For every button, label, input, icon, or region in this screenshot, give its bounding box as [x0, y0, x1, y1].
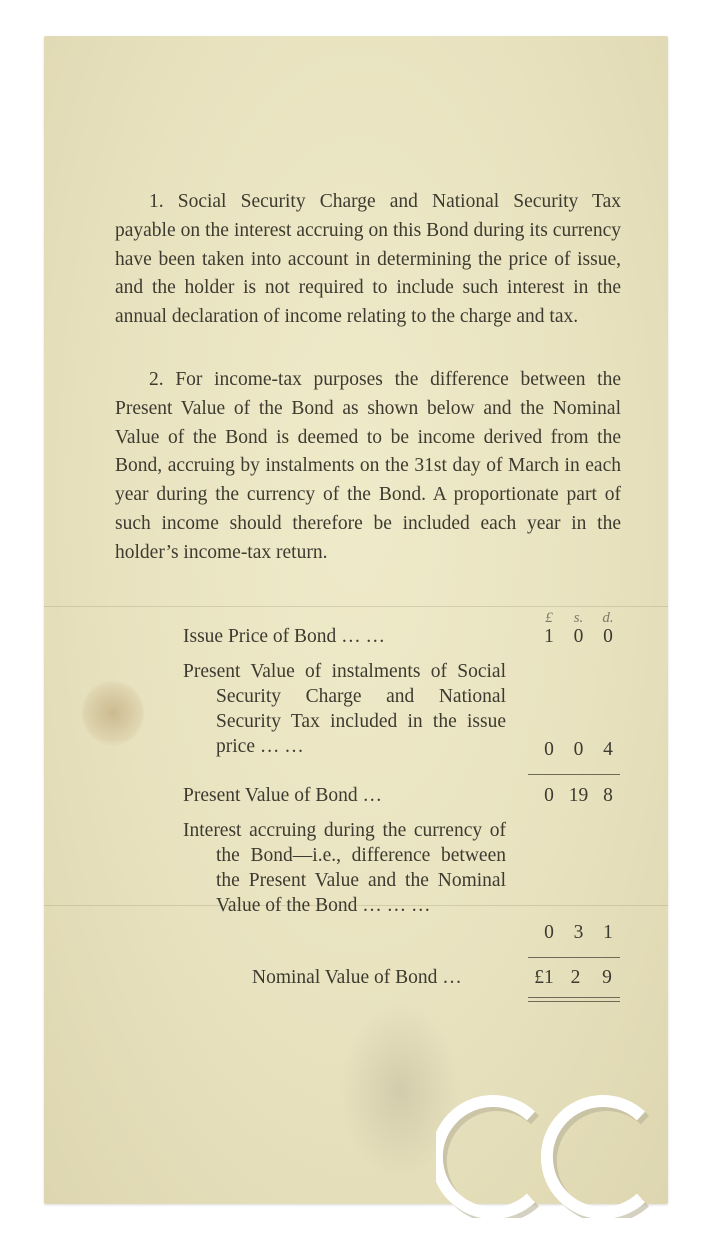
value-pence: 0	[603, 626, 613, 647]
value-shillings: 3	[573, 922, 584, 943]
header-shillings: s.	[573, 610, 584, 626]
double-rule-bottom	[528, 1001, 620, 1002]
row-values	[536, 624, 621, 649]
value-pounds: 0	[544, 922, 554, 943]
total-shillings: 2	[570, 967, 581, 988]
row-label: Present Value of Bond …	[183, 785, 382, 806]
value-shillings: 19	[568, 785, 589, 806]
row-values	[536, 783, 621, 808]
paper-stain	[82, 680, 144, 746]
header-pence: d.	[602, 610, 614, 626]
row-label: Interest accruing during the currency of the Bond—i.e., difference between the Present Value and the Nominal Value of the Bond … … …	[183, 820, 506, 916]
value-pence: 4	[603, 739, 613, 760]
sum-rule	[528, 774, 620, 775]
value-shillings: 0	[573, 626, 584, 647]
value-pence: 1	[603, 922, 613, 943]
value-pounds: 0	[544, 739, 554, 760]
value-pounds: 1	[544, 626, 554, 647]
row-label: Present Value of instalments of Social Security Charge and National Security Tax included in the issue price … …	[183, 661, 506, 757]
value-shillings: 0	[573, 739, 584, 760]
fold-line	[44, 606, 668, 607]
sum-rule	[528, 957, 620, 958]
double-rule-top	[528, 997, 620, 998]
value-pounds: 0	[544, 785, 554, 806]
row-values	[536, 920, 621, 945]
paragraph-1: 1. Social Security Charge and National Security Tax payable on the interest accruing on this Bond during its currency have been taken into account in determining the price of issue, and the holder is not required to include such interest in the annual declaration of income relating to the charge and tax.	[115, 191, 621, 328]
total-pounds: £1	[534, 967, 554, 988]
total-label: Nominal Value of Bond …	[252, 967, 462, 988]
row-values	[536, 737, 621, 762]
value-pence: 8	[603, 785, 613, 806]
total-pence: 9	[602, 967, 612, 988]
total-values	[530, 967, 621, 989]
cc-watermark-icon	[436, 1078, 666, 1218]
header-pounds: £	[545, 610, 553, 626]
row-label: Issue Price of Bond … …	[183, 626, 386, 647]
paragraph-2: 2. For income-tax purposes the difference between the Present Value of the Bond as shown below and the Nominal Value of the Bond is deemed to be income derived from the Bond, accruing by instalments on the 31st day of March in each year during the currency of the Bond. A proportionate part of such income should therefore be included each year in the holder’s income-tax return.	[115, 369, 621, 563]
